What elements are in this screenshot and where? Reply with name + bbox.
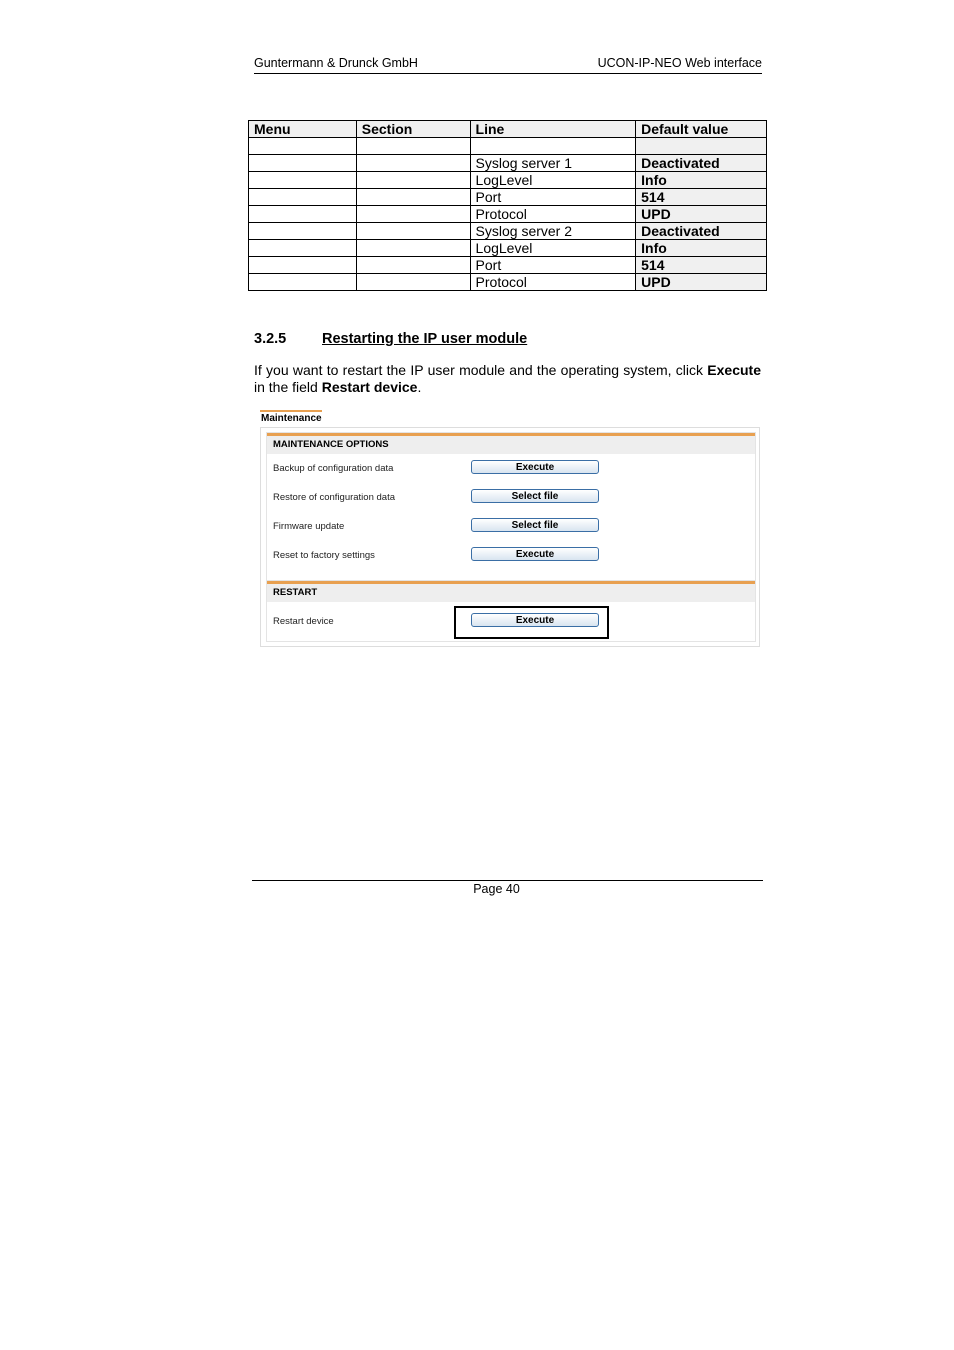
cell-line: Syslog server 1 <box>470 155 636 172</box>
factory-reset-execute-button[interactable]: Execute <box>471 547 599 561</box>
restart-box <box>266 580 756 642</box>
cell-section <box>356 257 470 274</box>
table-row <box>249 138 767 155</box>
cell-section <box>356 189 470 206</box>
cell-line <box>470 138 636 155</box>
maintenance-options-heading: MAINTENANCE OPTIONS <box>267 433 755 454</box>
cell-default: Info <box>636 172 767 189</box>
maintenance-options-box <box>266 432 756 582</box>
cell-default: UPD <box>636 206 767 223</box>
table-row <box>249 240 767 257</box>
backup-execute-button[interactable]: Execute <box>471 460 599 474</box>
cell-line: Port <box>470 189 636 206</box>
col-header-line: Line <box>470 121 636 138</box>
cell-section <box>356 206 470 223</box>
para-bold-restart-device: Restart device <box>321 379 418 395</box>
body-paragraph <box>254 362 761 396</box>
page-number: Page 40 <box>473 882 520 896</box>
section-heading <box>254 331 527 347</box>
table-row <box>249 257 767 274</box>
option-row-restore <box>267 483 755 512</box>
cell-menu <box>249 274 357 291</box>
cell-section <box>356 223 470 240</box>
cell-default: UPD <box>636 274 767 291</box>
restart-heading: RESTART <box>267 581 755 602</box>
option-label: Backup of configuration data <box>273 463 394 474</box>
cell-default: Deactivated <box>636 155 767 172</box>
table-row <box>249 172 767 189</box>
restart-label: Restart device <box>273 616 334 627</box>
cell-default: 514 <box>636 257 767 274</box>
cell-section <box>356 274 470 291</box>
col-header-section: Section <box>356 121 470 138</box>
option-label: Firmware update <box>273 521 345 532</box>
cell-line: LogLevel <box>470 240 636 257</box>
footer-rule <box>252 880 763 881</box>
option-label: Reset to factory settings <box>273 550 375 561</box>
section-number: 3.2.5 <box>254 331 287 347</box>
firmware-select-file-button[interactable]: Select file <box>471 518 599 532</box>
cell-menu <box>249 189 357 206</box>
cell-section <box>356 240 470 257</box>
table-header-row <box>249 121 767 138</box>
cell-default: Deactivated <box>636 223 767 240</box>
restore-select-file-button[interactable]: Select file <box>471 489 599 503</box>
default-values-table <box>248 120 767 291</box>
cell-default: Info <box>636 240 767 257</box>
cell-line: Port <box>470 257 636 274</box>
restart-execute-button[interactable]: Execute <box>471 613 599 627</box>
cell-menu <box>249 206 357 223</box>
para-bold-execute: Execute <box>707 362 761 378</box>
option-row-backup <box>267 454 755 483</box>
cell-default <box>636 138 767 155</box>
option-label: Restore of configuration data <box>273 492 395 503</box>
col-header-menu: Menu <box>249 121 357 138</box>
cell-line: LogLevel <box>470 172 636 189</box>
cell-menu <box>249 257 357 274</box>
page-header <box>254 54 762 74</box>
cell-section <box>356 138 470 155</box>
cell-line: Protocol <box>470 206 636 223</box>
para-text: If you want to restart the IP user module and the operating system, click <box>254 362 708 378</box>
cell-menu <box>249 223 357 240</box>
document-title: UCON-IP-NEO Web interface <box>597 56 762 70</box>
col-header-default: Default value <box>636 121 767 138</box>
table-row <box>249 189 767 206</box>
company-name: Guntermann & Drunck GmbH <box>254 56 418 70</box>
option-row-factory-reset <box>267 541 755 570</box>
table-row <box>249 155 767 172</box>
table-row <box>249 274 767 291</box>
tab-maintenance[interactable]: Maintenance <box>260 410 322 428</box>
maintenance-panel <box>260 427 760 647</box>
cell-line: Protocol <box>470 274 636 291</box>
para-text: . <box>417 379 422 395</box>
cell-section <box>356 172 470 189</box>
para-text: in the field <box>254 379 322 395</box>
cell-section <box>356 155 470 172</box>
section-title: Restarting the IP user module <box>322 331 528 347</box>
restart-row <box>267 602 755 640</box>
cell-menu <box>249 172 357 189</box>
cell-menu <box>249 240 357 257</box>
cell-menu <box>249 138 357 155</box>
table-row <box>249 223 767 240</box>
cell-line: Syslog server 2 <box>470 223 636 240</box>
option-row-firmware <box>267 512 755 541</box>
cell-default: 514 <box>636 189 767 206</box>
table-row <box>249 206 767 223</box>
cell-menu <box>249 155 357 172</box>
